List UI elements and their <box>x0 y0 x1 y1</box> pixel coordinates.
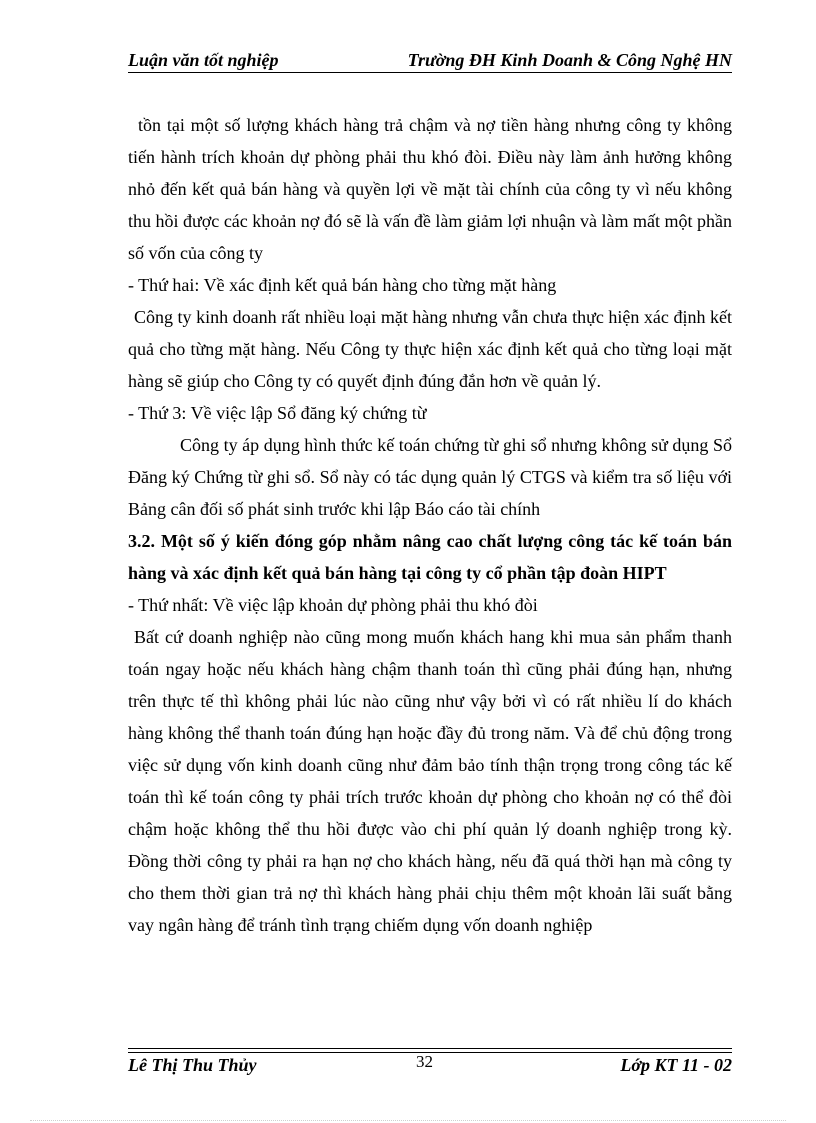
page-header <box>128 46 732 74</box>
item-third: - Thứ 3: Về việc lập Sổ đăng ký chứng từ <box>128 403 427 423</box>
paragraph-receivables-issue: tồn tại một số lượng khách hàng trả chậm và nợ tiền hàng nhưng công ty không tiến hành trích khoản dự phòng phải thu khó đòi. Điều này làm ảnh hưởng không nhỏ đến kết quả bán hàng và quyền lợi về mặt tài chính của công ty vì nếu không thu hồi được các khoản nợ đó sẽ là vấn đề làm giảm lợi nhuận và làm mất một phần số vốn của công ty <box>128 115 732 263</box>
footer-class-name: Lớp KT 11 - 02 <box>620 1055 732 1075</box>
item-second: - Thứ hai: Về xác định kết quả bán hàng cho từng mặt hàng <box>128 275 557 295</box>
header-divider <box>128 72 732 73</box>
paragraph-product-results: Công ty kinh doanh rất nhiều loại mặt hàng nhưng vẫn chưa thực hiện xác định kết quả cho từng mặt hàng. Nếu Công ty thực hiện xác định kết quả cho từng loại mặt hàng sẽ giúp cho Công ty có quyết định đúng đắn hơn về quản lý. <box>128 307 732 391</box>
page-footer <box>128 1052 732 1078</box>
page-bottom-edge <box>30 1120 786 1121</box>
section-heading: 3.2. Một số ý kiến đóng góp nhằm nâng cao chất lượng công tác kế toán bán hàng và xác định kết quả bán hàng tại công ty cổ phần tập đoàn HIPT <box>128 531 732 583</box>
page-number: 32 <box>416 1052 433 1071</box>
document-body <box>128 109 732 941</box>
paragraph-voucher-register: Công ty áp dụng hình thức kế toán chứng từ ghi sổ nhưng không sử dụng Sổ Đăng ký Chứng từ ghi sổ. Sổ này có tác dụng quản lý CTGS và kiểm tra số liệu với Bảng cân đối số phát sinh trước khi lập Báo cáo tài chính <box>128 435 732 519</box>
item-first: - Thứ nhất: Về việc lập khoản dự phòng phải thu khó đòi <box>128 595 538 615</box>
paragraph-bad-debt-provision: Bất cứ doanh nghiệp nào cũng mong muốn khách hang khi mua sản phẩm thanh toán ngay hoặc nếu khách hàng chậm thanh toán thì cũng phải đúng hạn, nhưng trên thực tế thì không phải lúc nào cũng như vậy bởi vì có rất nhiều lí do khách hàng không thể thanh toán đúng hạn hoặc đầy đủ trong năm. Và để chủ động trong việc sử dụng vốn kinh doanh cũng như đảm bảo tính thận trọng trong công tác kế toán thì kế toán công ty phải trích trước khoản dự phòng cho khoản nợ có thể đòi chậm hoặc không thể thu hồi được vào chi phí quản lý doanh nghiệp trong kỳ. Đồng thời công ty phải ra hạn nợ cho khách hàng, nếu đã quá thời hạn mà công ty cho them thời gian trả nợ thì khách hàng phải chịu thêm một khoản lãi suất bằng vay ngân hàng để tránh tình trạng chiếm dụng vốn doanh nghiệp <box>128 627 732 935</box>
header-thesis-title: Luận văn tốt nghiệp <box>128 50 279 70</box>
footer-divider-thick <box>128 1048 732 1049</box>
header-university-name: Trường ĐH Kinh Doanh & Công Nghệ HN <box>407 50 732 70</box>
footer-author-name: Lê Thị Thu Thủy <box>128 1055 257 1075</box>
